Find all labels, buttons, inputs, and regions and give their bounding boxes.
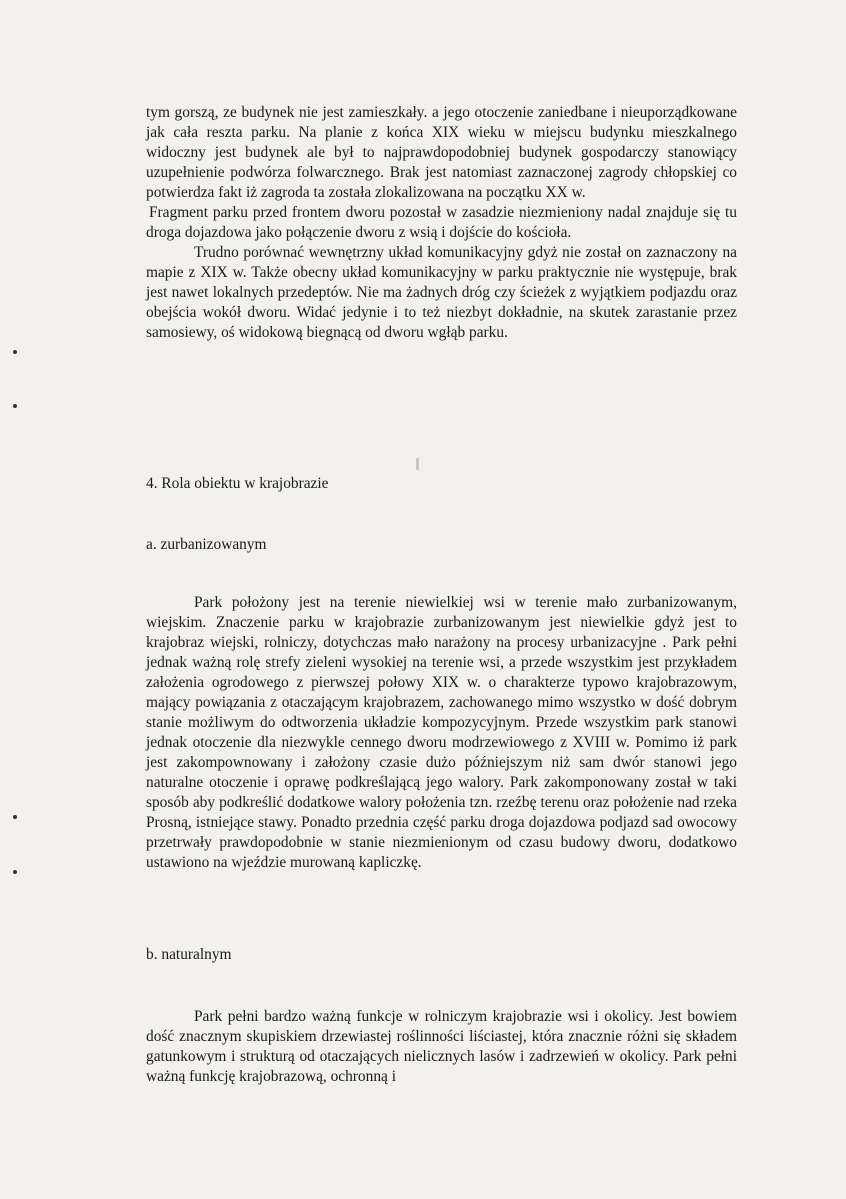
margin-bullet [13, 870, 17, 874]
section-heading: 4. Rola obiektu w krajobrazie [146, 475, 329, 492]
paragraph: Park położony jest na terenie niewielkiej wsi w terenie mało zurbanizowanym, wiejskim. Znaczenie parku w krajobrazie zurbanizowanym jest niewielkie gdyż jest to krajobraz wiejski, rolniczy, dotychczas mało narażony na procesy urbanizacyjne . Park pełni jednak ważną rolę strefy zieleni wysokiej na terenie wsi, a przede wszystkim jest przykładem założenia ogrodowego z pierwszej połowy XIX w. o charakterze typowo krajobrazowym, mający powiązania z otaczającym krajobrazem, zachowanego mimo wszystko w dość dobrym stanie możliwym do odtworzenia układzie kompozycyjnym. Przede wszystkim park stanowi jednak otoczenie dla niezwykle cennego dworu modrzewiowego z XVIII w. Pomimo iż park jest zakompownowany i założony czasie dużo późniejszym niż sam dwór stanowi jego naturalne otoczenie i oprawę podkreślającą jego walory. Park zakomponowany został w taki sposób aby podkreślić dodatkowe walory położenia tzn. rzeźbę terenu oraz położenie nad rzeka Prosną, istniejące stawy. Ponadto przednia część parku droga dojazdowa podjazd sad owocowy przetrwały prawdopodobnie w stanie niezmienionym od czasu budowy dworu, dodatkowo ustawiono na wjeździe murowaną kapliczkę. [146, 594, 737, 871]
paragraph: Trudno porównać wewnętrzny układ komunikacyjny gdyż nie został on zaznaczony na mapie z XIX w. Także obecny układ komunikacyjny w parku praktycznie nie występuje, brak jest nawet lokalnych przedeptów. Nie ma żadnych dróg czy ścieżek z wyjątkiem podjazdu oraz obejścia wokół dworu. Widać jedynie i to też niezbyt dokładnie, na skutek zarastanie przez samosiewy, oś widokową biegnącą od dworu wgłąb parku. [146, 244, 737, 341]
paragraph: Fragment parku przed frontem dworu pozostał w zasadzie niezmieniony nadal znajduje się tu droga dojazdowa jako połączenie dworu z wsią i dojście do kościoła. [146, 204, 737, 241]
subheading-a: a. zurbanizowanym [146, 536, 267, 553]
scan-smudge [416, 458, 419, 470]
subheading-b: b. naturalnym [146, 946, 232, 963]
text-block-a [146, 593, 737, 873]
margin-bullet [13, 404, 17, 408]
paragraph: tym gorszą, ze budynek nie jest zamieszkały. a jego otoczenie zaniedbane i nieuporządkowane jak cała reszta parku. Na planie z końca XIX wieku w miejscu budynku mieszkalnego widoczny jest budynek ale był to najprawdopodobniej budynek gospodarczy stanowiący uzupełnienie podwórza folwarcznego. Brak jest natomiast zaznaczonej zagrody chłopskiej co potwierdza fakt iż zagroda ta została zlokalizowana na początku XX w. [146, 104, 737, 201]
margin-bullet [13, 815, 17, 819]
text-block-b [146, 1007, 737, 1087]
text-block-intro [146, 103, 737, 343]
paragraph: Park pełni bardzo ważną funkcje w rolniczym krajobrazie wsi i okolicy. Jest bowiem dość znacznym skupiskiem drzewiastej roślinności liściastej, która znacznie różni się składem gatunkowym i strukturą od otaczających nielicznych lasów i zadrzewień w okolicy. Park pełni ważną funkcję krajobrazową, ochronną i [146, 1008, 737, 1085]
margin-bullet [13, 350, 17, 354]
